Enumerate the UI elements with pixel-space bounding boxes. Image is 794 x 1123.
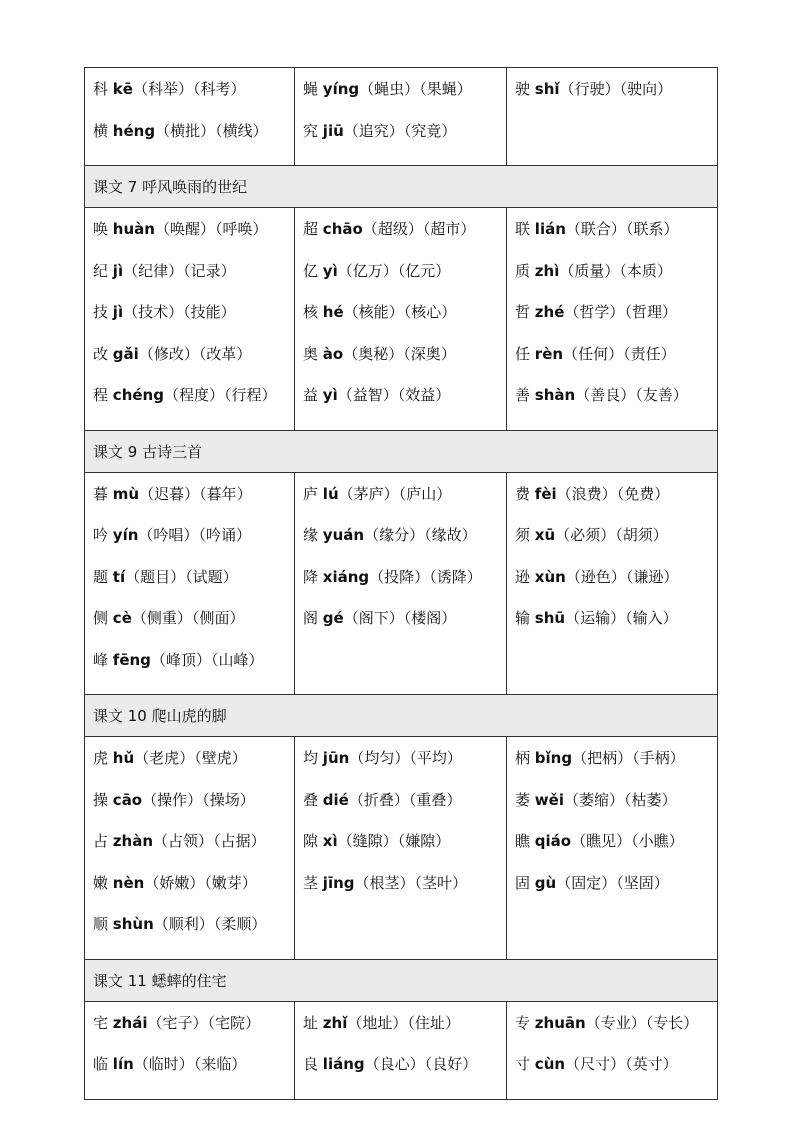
vocab-word: 唤醒 [169, 220, 200, 238]
vocab-character: 临 [93, 1055, 109, 1073]
vocab-cell [295, 1001, 507, 1099]
vocab-pinyin: hǔ [112, 749, 135, 767]
vocab-character: 联 [515, 220, 531, 238]
vocab-entry: 萎 wěi（萎缩）（枯萎） [515, 790, 677, 809]
vocab-character: 纪 [93, 261, 109, 280]
section-title: 课文 9 古诗三首 [85, 430, 718, 472]
vocab-word: 临时 [148, 1055, 179, 1073]
vocab-word: 专业 [600, 1013, 631, 1032]
vocab-word: 峰顶 [165, 650, 196, 669]
vocab-word: 操场 [209, 790, 240, 809]
vocab-word: 纪律 [138, 261, 169, 280]
vocab-word: 阁下 [358, 609, 389, 627]
vocab-word: 善良 [590, 386, 621, 404]
vocab-pinyin: shàn [534, 386, 576, 404]
vocab-character: 柄 [515, 749, 531, 767]
vocab-word: 缝隙 [352, 832, 383, 850]
vocab-entry: 唤 huàn（唤醒）（呼唤） [93, 220, 268, 238]
vocab-word: 迟暮 [154, 484, 185, 503]
vocab-entry: 良 liáng（良心）（良好） [303, 1055, 478, 1073]
vocab-word: 效益 [405, 386, 436, 404]
vocab-word: 嫩芽 [211, 873, 242, 892]
vocab-pinyin: liáng [322, 1055, 365, 1073]
vocab-character: 唤 [93, 220, 109, 238]
vocab-cell [85, 1001, 295, 1099]
vocab-entry: 缘 yuán（缘分）（缘故） [303, 526, 477, 544]
vocab-word: 宅院 [215, 1013, 246, 1032]
vocab-character: 蝇 [303, 80, 319, 98]
vocab-character: 阁 [303, 609, 319, 627]
vocab-word: 核能 [358, 303, 389, 321]
vocab-character: 寸 [515, 1055, 531, 1073]
vocab-pinyin: bǐng [534, 749, 573, 767]
vocab-word: 良好 [432, 1055, 463, 1073]
vocab-entry: 奥 ào（奥秘）（深奥） [303, 344, 456, 363]
vocab-cell [85, 472, 295, 695]
vocab-word: 责任 [630, 344, 661, 363]
vocab-character: 亿 [303, 261, 319, 280]
vocab-word: 手柄 [639, 749, 670, 767]
vocab-word: 行程 [231, 386, 262, 404]
vocab-row [85, 472, 718, 695]
vocabulary-table [84, 67, 718, 1100]
vocab-word: 科考 [200, 80, 231, 98]
vocab-word: 根茎 [369, 873, 400, 892]
vocab-character: 峰 [93, 650, 109, 669]
vocab-word: 奥秘 [358, 344, 389, 363]
vocab-character: 费 [515, 484, 531, 503]
vocab-entry: 蝇 yíng（蝇虫）（果蝇） [303, 80, 472, 98]
vocab-row [85, 68, 718, 166]
vocab-character: 良 [303, 1055, 319, 1073]
vocab-character: 益 [303, 386, 319, 404]
vocab-row [85, 1001, 718, 1099]
vocab-word: 瞧见 [586, 832, 617, 850]
vocab-entry: 瞧 qiáo（瞧见）（小瞧） [515, 832, 684, 850]
vocab-character: 逊 [515, 567, 531, 586]
vocab-pinyin: jūn [322, 749, 350, 767]
vocab-character: 占 [93, 832, 109, 850]
vocab-word: 程度 [178, 386, 209, 404]
vocab-entry: 益 yì（益智）（效益） [303, 386, 451, 404]
vocab-pinyin: rèn [534, 344, 564, 363]
vocab-word: 宅子 [162, 1013, 193, 1032]
vocab-word: 质量 [574, 261, 605, 280]
vocab-entry: 阁 gé（阁下）（楼阁） [303, 609, 457, 627]
vocab-cell [295, 208, 507, 431]
vocab-row [85, 737, 718, 960]
vocab-cell [85, 68, 295, 166]
vocab-word: 逊色 [580, 567, 611, 586]
vocab-entry: 柄 bǐng（把柄）（手柄） [515, 749, 685, 767]
vocab-entry: 亿 yì（亿万）（亿元） [303, 261, 451, 280]
vocab-character: 哲 [515, 303, 531, 321]
vocab-word: 缘故 [431, 526, 462, 544]
vocab-word: 侧面 [199, 609, 230, 627]
vocab-word: 茎叶 [422, 873, 453, 892]
vocab-entry: 须 xū（必须）（胡须） [515, 526, 668, 544]
vocab-pinyin: gǎi [112, 344, 139, 363]
vocab-entry: 程 chéng（程度）（行程） [93, 386, 277, 404]
vocab-pinyin: lián [534, 220, 566, 238]
vocab-word: 地址 [362, 1013, 393, 1032]
vocab-word: 本质 [626, 261, 657, 280]
vocab-word: 缘分 [379, 526, 410, 544]
vocab-word: 壁虎 [201, 749, 232, 767]
vocab-character: 改 [93, 344, 109, 363]
vocab-entry: 虎 hǔ（老虎）（壁虎） [93, 749, 247, 767]
vocab-entry: 暮 mù（迟暮）（暮年） [93, 484, 252, 503]
vocab-word: 来临 [201, 1055, 232, 1073]
vocab-character: 缘 [303, 526, 319, 544]
vocab-word: 友善 [642, 386, 673, 404]
vocab-word: 尺寸 [580, 1055, 611, 1073]
vocab-word: 究竟 [411, 121, 442, 140]
vocab-word: 柔顺 [221, 915, 252, 933]
vocab-cell [507, 1001, 718, 1099]
vocab-word: 横批 [170, 121, 201, 140]
vocab-cell [295, 68, 507, 166]
vocab-word: 亿万 [352, 261, 383, 280]
section-title: 课文 7 呼风唤雨的世纪 [85, 166, 718, 208]
vocab-entry: 叠 dié（折叠）（重叠） [303, 790, 462, 809]
vocab-word: 茅庐 [353, 484, 384, 503]
vocab-character: 专 [515, 1013, 531, 1032]
vocab-character: 题 [93, 567, 109, 586]
vocab-entry: 驶 shǐ（行驶）（驶向） [515, 80, 673, 98]
vocab-word: 驶向 [627, 80, 658, 98]
vocab-entry: 科 kē（科举）（科考） [93, 80, 246, 98]
vocab-entry: 吟 yín（吟唱）（吟诵） [93, 526, 251, 544]
vocab-pinyin: zhé [534, 303, 565, 321]
vocab-word: 超市 [430, 220, 461, 238]
vocab-character: 宅 [93, 1013, 109, 1032]
vocab-word: 枯萎 [631, 790, 662, 809]
vocab-character: 超 [303, 220, 319, 238]
vocab-word: 哲学 [579, 303, 610, 321]
vocab-word: 占据 [220, 832, 251, 850]
vocab-entry: 超 chāo（超级）（超市） [303, 220, 476, 238]
vocab-cell [507, 472, 718, 695]
vocab-pinyin: gé [322, 609, 344, 627]
vocab-cell [85, 737, 295, 960]
vocab-word: 哲理 [631, 303, 662, 321]
vocab-word: 把柄 [587, 749, 618, 767]
vocab-pinyin: dié [322, 790, 349, 809]
vocab-entry: 临 lín（临时）（来临） [93, 1055, 247, 1073]
vocab-word: 横线 [222, 121, 253, 140]
vocab-word: 输入 [632, 609, 663, 627]
vocab-word: 益智 [352, 386, 383, 404]
vocab-entry: 输 shū（运输）（输入） [515, 609, 678, 627]
vocab-entry: 专 zhuān（专业）（专长） [515, 1013, 699, 1032]
vocab-word: 技能 [190, 303, 221, 321]
vocab-entry: 寸 cùn（尺寸）（英寸） [515, 1055, 678, 1073]
vocab-word: 山峰 [218, 650, 249, 669]
vocab-word: 嫌隙 [405, 832, 436, 850]
vocab-word: 深奥 [410, 344, 441, 363]
vocab-word: 题目 [140, 567, 171, 586]
vocab-entry: 峰 fēng（峰顶）（山峰） [93, 650, 264, 669]
vocab-character: 侧 [93, 609, 109, 627]
vocab-pinyin: cāo [112, 790, 143, 809]
vocab-pinyin: zhuān [534, 1013, 586, 1032]
vocab-word: 娇嫩 [159, 873, 190, 892]
vocab-entry: 均 jūn（均匀）（平均） [303, 749, 462, 767]
vocab-word: 固定 [571, 873, 602, 892]
vocab-word: 均匀 [364, 749, 395, 767]
vocab-word: 吟诵 [205, 526, 236, 544]
vocab-entry: 侧 cè（侧重）（侧面） [93, 609, 245, 627]
vocab-pinyin: shū [534, 609, 566, 627]
vocab-character: 驶 [515, 80, 531, 98]
vocab-cell [295, 472, 507, 695]
vocab-character: 质 [515, 261, 531, 280]
vocab-pinyin: zhǐ [322, 1013, 348, 1032]
vocab-word: 试题 [192, 567, 223, 586]
vocab-entry: 联 lián（联合）（联系） [515, 220, 679, 238]
vocab-character: 吟 [93, 526, 109, 544]
vocab-character: 址 [303, 1013, 319, 1032]
vocab-character: 萎 [515, 790, 531, 809]
vocab-character: 固 [515, 873, 531, 892]
vocab-pinyin: fèi [534, 484, 557, 503]
vocab-pinyin: nèn [112, 873, 145, 892]
vocab-word: 追究 [358, 121, 389, 140]
vocab-pinyin: zhì [534, 261, 560, 280]
vocab-entry: 茎 jīng（根茎）（茎叶） [303, 873, 468, 892]
vocab-word: 萎缩 [579, 790, 610, 809]
vocab-character: 茎 [303, 873, 319, 892]
vocab-word: 折叠 [363, 790, 394, 809]
vocab-pinyin: zhàn [112, 832, 154, 850]
vocab-entry: 技 jì（技术）（技能） [93, 303, 236, 321]
vocab-pinyin: yì [322, 386, 338, 404]
vocab-entry: 任 rèn（任何）（责任） [515, 344, 676, 363]
vocab-word: 核心 [411, 303, 442, 321]
vocab-word: 亿元 [405, 261, 436, 280]
vocab-word: 侧重 [146, 609, 177, 627]
vocab-word: 良心 [379, 1055, 410, 1073]
vocab-entry: 题 tí（题目）（试题） [93, 567, 238, 586]
vocab-character: 虎 [93, 749, 109, 767]
vocab-word: 行驶 [574, 80, 605, 98]
vocab-entry: 宅 zhái（宅子）（宅院） [93, 1013, 261, 1032]
vocab-entry: 哲 zhé（哲学）（哲理） [515, 303, 677, 321]
vocab-character: 奥 [303, 344, 319, 363]
vocab-entry: 嫩 nèn（娇嫩）（嫩芽） [93, 873, 257, 892]
vocab-word: 记录 [190, 261, 221, 280]
vocab-pinyin: cè [112, 609, 132, 627]
vocab-character: 究 [303, 121, 319, 140]
vocab-pinyin: yì [322, 261, 338, 280]
vocab-pinyin: chéng [112, 386, 164, 404]
vocab-word: 英寸 [632, 1055, 663, 1073]
vocab-character: 暮 [93, 484, 109, 503]
vocab-character: 嫩 [93, 873, 109, 892]
section-header-row [85, 695, 718, 737]
vocab-pinyin: jiū [322, 121, 344, 140]
vocab-word: 超级 [377, 220, 408, 238]
vocab-word: 科举 [147, 80, 178, 98]
vocab-cell [507, 68, 718, 166]
vocab-entry: 庐 lú（茅庐）（庐山） [303, 484, 452, 503]
vocab-word: 任何 [578, 344, 609, 363]
vocab-character: 操 [93, 790, 109, 809]
vocab-entry: 操 cāo（操作）（操场） [93, 790, 255, 809]
vocab-character: 叠 [303, 790, 319, 809]
vocab-pinyin: xùn [534, 567, 566, 586]
vocab-entry: 费 fèi（浪费）（免费） [515, 484, 670, 503]
vocab-entry: 顺 shùn（顺利）（柔顺） [93, 915, 267, 933]
vocab-entry: 纪 jì（纪律）（记录） [93, 261, 236, 280]
vocab-word: 浪费 [571, 484, 602, 503]
vocab-pinyin: shǐ [534, 80, 560, 98]
vocab-character: 程 [93, 386, 109, 404]
vocab-word: 必须 [570, 526, 601, 544]
vocab-word: 修改 [153, 344, 184, 363]
vocab-pinyin: héng [112, 121, 156, 140]
vocab-pinyin: ào [322, 344, 344, 363]
vocab-pinyin: gù [534, 873, 557, 892]
vocab-word: 联合 [580, 220, 611, 238]
vocab-entry: 质 zhì（质量）（本质） [515, 261, 672, 280]
vocab-cell [85, 208, 295, 431]
vocab-cell [507, 737, 718, 960]
vocab-entry: 改 gǎi（修改）（改革） [93, 344, 252, 363]
vocab-character: 科 [93, 80, 109, 98]
vocab-word: 投降 [384, 567, 415, 586]
vocab-pinyin: yíng [322, 80, 360, 98]
vocab-word: 操作 [157, 790, 188, 809]
vocab-character: 瞧 [515, 832, 531, 850]
vocab-entry: 逊 xùn（逊色）（谦逊） [515, 567, 679, 586]
vocab-pinyin: hé [322, 303, 344, 321]
vocab-word: 联系 [633, 220, 664, 238]
vocab-pinyin: mù [112, 484, 140, 503]
vocab-word: 吟唱 [153, 526, 184, 544]
vocab-word: 蝇虫 [374, 80, 405, 98]
vocab-character: 庐 [303, 484, 319, 503]
section-title: 课文 11 蟋蟀的住宅 [85, 959, 718, 1001]
vocab-word: 谦逊 [633, 567, 664, 586]
vocab-word: 免费 [624, 484, 655, 503]
vocab-pinyin: huàn [112, 220, 155, 238]
vocab-word: 暮年 [206, 484, 237, 503]
vocab-pinyin: lín [112, 1055, 134, 1073]
vocab-word: 诱降 [436, 567, 467, 586]
vocab-row [85, 208, 718, 431]
vocab-entry: 隙 xì（缝隙）（嫌隙） [303, 832, 451, 850]
vocab-entry: 善 shàn（善良）（友善） [515, 386, 688, 404]
vocab-pinyin: xū [534, 526, 556, 544]
vocab-pinyin: xì [322, 832, 338, 850]
vocab-pinyin: wěi [534, 790, 564, 809]
vocab-pinyin: jì [112, 303, 124, 321]
vocab-word: 胡须 [622, 526, 653, 544]
vocab-word: 占领 [168, 832, 199, 850]
vocab-character: 顺 [93, 915, 109, 933]
vocab-character: 降 [303, 567, 319, 586]
vocab-cell [507, 208, 718, 431]
vocab-word: 庐山 [406, 484, 437, 503]
vocab-character: 输 [515, 609, 531, 627]
vocab-word: 重叠 [416, 790, 447, 809]
vocab-pinyin: tí [112, 567, 126, 586]
vocab-entry: 横 héng（横批）（横线） [93, 121, 268, 140]
vocab-pinyin: fēng [112, 650, 151, 669]
vocab-character: 横 [93, 121, 109, 140]
vocab-character: 核 [303, 303, 319, 321]
vocab-pinyin: cùn [534, 1055, 566, 1073]
vocab-pinyin: zhái [112, 1013, 148, 1032]
vocab-entry: 究 jiū（追究）（究竟） [303, 121, 457, 140]
vocab-pinyin: chāo [322, 220, 363, 238]
section-header-row [85, 430, 718, 472]
vocab-word: 专长 [653, 1013, 684, 1032]
vocab-pinyin: jīng [322, 873, 355, 892]
vocab-cell [295, 737, 507, 960]
vocab-character: 善 [515, 386, 531, 404]
section-header-row [85, 959, 718, 1001]
vocab-pinyin: qiáo [534, 832, 572, 850]
vocab-pinyin: shùn [112, 915, 154, 933]
vocab-pinyin: kē [112, 80, 133, 98]
vocab-character: 技 [93, 303, 109, 321]
vocab-entry: 固 gù（固定）（坚固） [515, 873, 669, 892]
vocab-entry: 核 hé（核能）（核心） [303, 303, 457, 321]
vocab-character: 任 [515, 344, 531, 363]
vocab-entry: 址 zhǐ（地址）（住址） [303, 1013, 460, 1032]
vocab-word: 顺利 [168, 915, 199, 933]
vocab-pinyin: lú [322, 484, 339, 503]
vocab-word: 楼阁 [411, 609, 442, 627]
vocab-pinyin: xiáng [322, 567, 370, 586]
vocab-character: 须 [515, 526, 531, 544]
vocab-character: 均 [303, 749, 319, 767]
vocab-pinyin: jì [112, 261, 124, 280]
section-header-row [85, 166, 718, 208]
vocab-entry: 占 zhàn（占领）（占据） [93, 832, 266, 850]
vocab-character: 隙 [303, 832, 319, 850]
vocab-word: 平均 [416, 749, 447, 767]
vocab-pinyin: yuán [322, 526, 365, 544]
vocab-word: 坚固 [623, 873, 654, 892]
vocab-entry: 降 xiáng（投降）（诱降） [303, 567, 482, 586]
vocab-word: 呼唤 [222, 220, 253, 238]
vocab-word: 果蝇 [426, 80, 457, 98]
vocab-word: 运输 [580, 609, 611, 627]
vocab-word: 小瞧 [638, 832, 669, 850]
vocab-word: 住址 [414, 1013, 445, 1032]
vocab-word: 改革 [206, 344, 237, 363]
vocab-word: 技术 [138, 303, 169, 321]
vocab-word: 老虎 [149, 749, 180, 767]
section-title: 课文 10 爬山虎的脚 [85, 695, 718, 737]
vocab-pinyin: yín [112, 526, 139, 544]
